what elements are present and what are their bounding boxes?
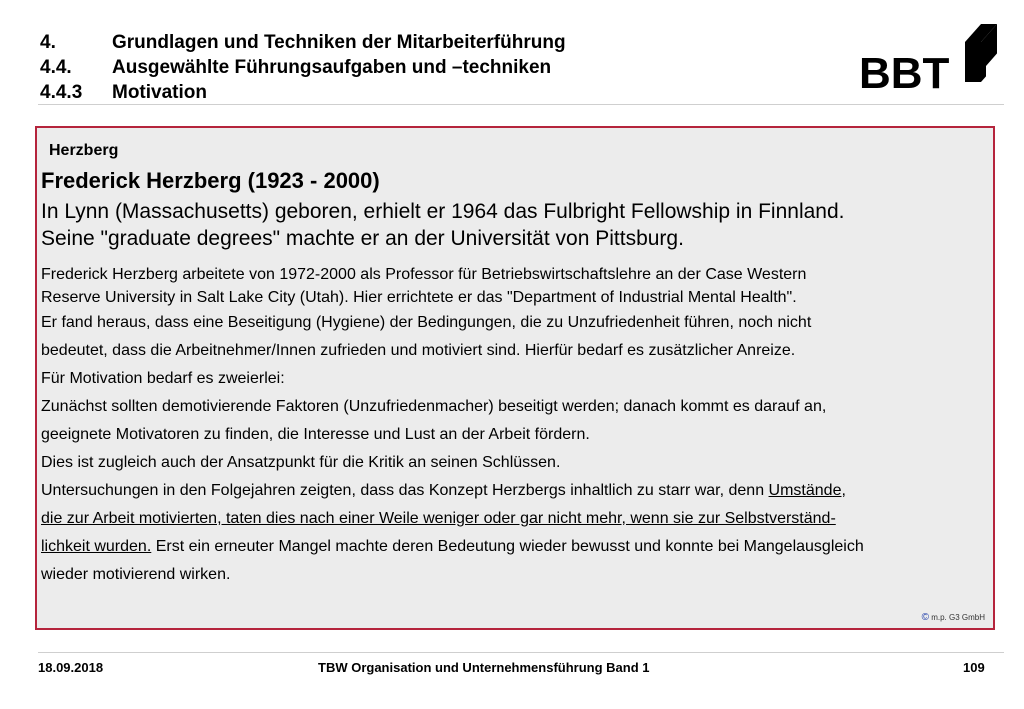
bbt-logo [855,22,1003,100]
header-divider [38,104,1004,105]
section-title: Ausgewählte Führungsaufgaben und –techniken [112,57,552,78]
chapter-number: 4. [40,32,56,53]
page-number: 109 [963,660,985,675]
footer-title: TBW Organisation und Unternehmensführung Band 1 [318,660,650,675]
chapter-title: Grundlagen und Techniken der Mitarbeiterführung [112,32,566,53]
research-emphasis: Umstände, [768,482,846,499]
research-text: Erst ein erneuter Mangel machte deren Bedeutung wieder bewusst und konnte bei Mangelausgleich [151,538,864,555]
research-line [41,477,986,505]
box-title: Frederick Herzberg (1923 - 2000) [41,168,380,193]
body-line: Dies ist zugleich auch der Ansatzpunkt für die Kritik an seinen Schlüssen. [41,454,561,471]
copyright-text: m.p. G3 GmbH [928,613,985,622]
research-emphasis: die zur Arbeit motivierten, taten dies nach einer Weile weniger oder gar nicht mehr, wenn sie zur Selbstverständ- [41,510,836,527]
body-line: Für Motivation bedarf es zweierlei: [41,370,285,387]
research-text: Untersuchungen in den Folgejahren zeigten, dass das Konzept Herzbergs inhaltlich zu starr war, denn [41,482,769,499]
body-line: bedeutet, dass die Arbeitnehmer/Innen zufrieden und motiviert sind. Hierfür bedarf es zusätzlicher Anreize. [41,342,796,359]
body-line: Reserve University in Salt Lake City (Utah). Hier errichtete er das "Department of Industrial Mental Health". [41,289,797,306]
box-label: Herzberg [49,142,119,159]
research-line [41,505,986,533]
header-row-subsection [40,80,566,105]
intro-line: Seine "graduate degrees" machte er an der Universität von Pittsburg. [41,227,684,250]
research-emphasis: lichkeit wurden. [41,538,152,555]
footer-date: 18.09.2018 [38,660,104,675]
subsection-number: 4.4.3 [40,82,83,103]
intro-line: In Lynn (Massachusetts) geboren, erhielt er 1964 das Fulbright Fellowship in Finnland. [41,200,845,223]
header-row-section [40,55,566,80]
research-line: wieder motivierend wirken. [41,566,231,583]
copyright-icon: © [921,612,929,623]
body-text [41,263,986,589]
slide-header [40,30,566,105]
body-line: Er fand heraus, dass eine Beseitigung (Hygiene) der Bedingungen, die zu Unzufriedenheit führen, noch nicht [41,314,812,331]
bbt-logo-graphic [855,22,1003,100]
content-box [35,126,995,630]
body-line: geeignete Motivatoren zu finden, die Interesse und Lust an der Arbeit fördern. [41,426,590,443]
intro-text [41,198,845,252]
footer-divider [38,652,1004,653]
section-number: 4.4. [40,57,72,78]
body-line: Frederick Herzberg arbeitete von 1972-2000 als Professor für Betriebswirtschaftslehre an der Case Western [41,266,807,283]
subsection-title: Motivation [112,82,207,103]
header-row-chapter [40,30,566,55]
svg-text:BBT: BBT [859,49,950,98]
body-line: Zunächst sollten demotivierende Faktoren (Unzufriedenmacher) beseitigt werden; danach kommt es darauf an, [41,398,827,415]
copyright-note [922,612,985,623]
research-line [41,533,986,561]
